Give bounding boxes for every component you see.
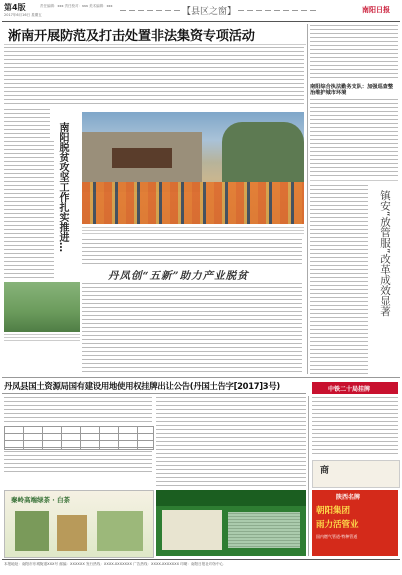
footer-rule — [2, 559, 400, 560]
left-ad-title: 秦岭高端绿茶 · 白茶 — [11, 496, 70, 504]
notice-rule-top — [2, 377, 400, 378]
notice-body-left — [4, 396, 152, 424]
lead-headline: 淅南开展防范及打击处置非法集资专项活动 — [8, 29, 255, 44]
right-ad-logo-box — [312, 460, 400, 488]
lead-rule — [4, 44, 306, 45]
middle-left-headline: 南阳脱贫攻坚工作扎实推进… — [57, 122, 68, 252]
masthead-dash-right — [238, 10, 318, 11]
masthead — [0, 0, 402, 22]
right-ad-sub: 国内燃气管道·特种管道 — [316, 534, 358, 539]
masthead-rule — [2, 21, 400, 22]
left-col-text-1 — [4, 108, 50, 138]
middle-ad-header — [156, 490, 306, 506]
column-divider — [307, 24, 308, 374]
middle-ad-image — [162, 510, 222, 550]
right-col-text-3 — [310, 184, 368, 374]
notice-rule-bottom — [2, 393, 306, 394]
footer-text: 本报地址：南阳市东城街道XXX号 邮编：XXXXXX 发行热线：XXXX-XXXXXXX 广告热线：XXXX-XXXXXXX 印刷：南阳日报社印务中心 — [4, 562, 224, 566]
date-line: 2017年6月16日 星期五 — [4, 13, 42, 17]
main-photo — [82, 112, 304, 224]
middle-text-1 — [82, 238, 302, 266]
right-bottom-title: 陕西名牌 — [336, 494, 361, 501]
notice-body-right — [156, 396, 306, 488]
middle-ad — [156, 490, 306, 556]
ad-column-divider — [308, 396, 309, 556]
photo-crowd — [82, 182, 304, 224]
notice-table — [4, 426, 154, 450]
notice-body-left-2 — [4, 450, 152, 474]
left-ad-product-1 — [15, 511, 49, 551]
masthead-dash-left — [120, 10, 180, 11]
feature-headline: 丹凤创“五新”助力产业脱贫 — [108, 270, 249, 282]
right-ad-body — [312, 396, 398, 456]
side-headline: 南阳综合执法勤务支队：加强巡查整治维护城市环境 — [310, 84, 394, 96]
left-ad-product-2 — [57, 515, 87, 551]
feature-body — [82, 282, 302, 374]
right-ad-top — [312, 382, 398, 394]
editor-info: 责任编辑：xxx 责任校对：xxx 美术编辑：xxx — [40, 4, 113, 8]
page-number: 第4版 — [4, 3, 26, 12]
right-ad-slogan: 雨力活管业 — [316, 520, 359, 530]
small-photo-caption — [4, 333, 80, 341]
small-photo — [4, 282, 80, 332]
section-title: 【县区之窗】 — [182, 7, 237, 17]
photo-caption — [82, 226, 304, 236]
notice-headline: 丹凤县国土资源局国有建设用地使用权挂牌出让公告(丹国土告字[2017]3号) — [4, 381, 280, 391]
right-ad-company: 朝阳集团 — [316, 506, 351, 516]
lead-body-text — [4, 46, 304, 106]
right-col-text-1 — [310, 24, 398, 80]
left-ad — [4, 490, 154, 558]
right-ad-bottom — [312, 490, 398, 556]
reform-headline: 镇安“放管服”改革成效显著 — [379, 190, 391, 317]
right-col-text-2 — [310, 98, 398, 178]
photo-trees — [222, 122, 304, 182]
paper-name: 南阳日报 — [362, 6, 390, 14]
right-ad-top-text: 中铁二十局挂牌 — [328, 386, 371, 393]
photo-sign — [112, 148, 172, 168]
left-col-text-2 — [4, 140, 54, 280]
middle-ad-text — [228, 512, 300, 548]
left-ad-product-3 — [97, 511, 143, 551]
right-ad-side-label: 商 — [318, 465, 328, 474]
right-col-rule — [310, 180, 398, 181]
